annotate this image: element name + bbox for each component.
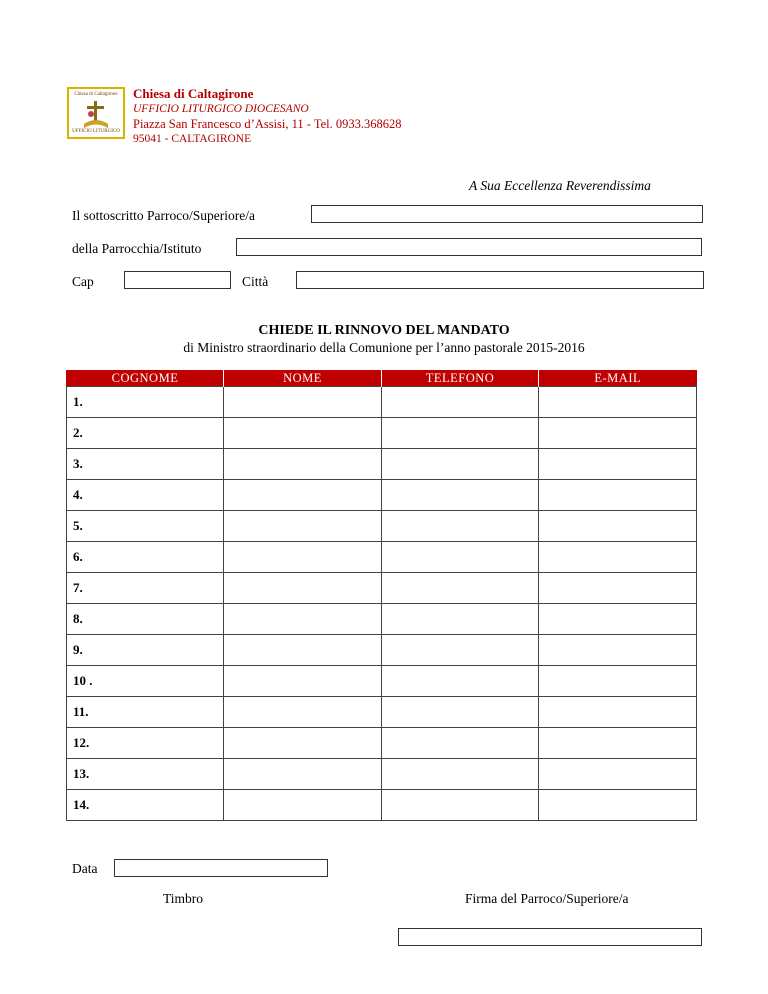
email-cell[interactable]	[539, 666, 697, 697]
citta-field[interactable]	[296, 271, 704, 289]
telefono-cell[interactable]	[382, 542, 539, 573]
table-row	[67, 604, 697, 635]
citta-label: Città	[242, 274, 269, 289]
telefono-cell[interactable]	[382, 635, 539, 666]
email-cell[interactable]	[539, 697, 697, 728]
cross-book-icon	[81, 100, 111, 130]
telefono-cell[interactable]	[382, 666, 539, 697]
nome-cell[interactable]	[224, 418, 382, 449]
nome-cell[interactable]	[224, 511, 382, 542]
email-cell[interactable]	[539, 418, 697, 449]
request-subtitle: di Ministro straordinario della Comunione per l’anno pastorale 2015-2016	[183, 340, 585, 355]
row-number[interactable]: 4.	[67, 480, 224, 511]
row-number[interactable]: 12.	[67, 728, 224, 759]
email-cell[interactable]	[539, 790, 697, 821]
telefono-cell[interactable]	[382, 790, 539, 821]
table-row	[67, 728, 697, 759]
nome-cell[interactable]	[224, 387, 382, 418]
telefono-cell[interactable]	[382, 511, 539, 542]
col-header-email: E-MAIL	[539, 370, 697, 387]
table-row	[67, 449, 697, 480]
nome-cell[interactable]	[224, 573, 382, 604]
email-cell[interactable]	[539, 573, 697, 604]
table-row	[67, 387, 697, 418]
table-row	[67, 511, 697, 542]
nome-cell[interactable]	[224, 449, 382, 480]
nome-cell[interactable]	[224, 790, 382, 821]
row-number[interactable]: 14.	[67, 790, 224, 821]
address-line: Piazza San Francesco d’Assisi, 11 - Tel. 0933.368628	[133, 117, 402, 131]
firma-field[interactable]	[398, 928, 702, 946]
email-cell[interactable]	[539, 759, 697, 790]
telefono-cell[interactable]	[382, 480, 539, 511]
table-row	[67, 480, 697, 511]
row-number[interactable]: 7.	[67, 573, 224, 604]
col-header-cognome: COGNOME	[67, 370, 224, 387]
telefono-cell[interactable]	[382, 573, 539, 604]
row-number[interactable]: 13.	[67, 759, 224, 790]
data-field[interactable]	[114, 859, 328, 877]
email-cell[interactable]	[539, 542, 697, 573]
ministers-table	[66, 370, 697, 821]
cap-field[interactable]	[124, 271, 231, 289]
row-number[interactable]: 3.	[67, 449, 224, 480]
col-header-nome: NOME	[224, 370, 382, 387]
table-row	[67, 635, 697, 666]
row-number[interactable]: 2.	[67, 418, 224, 449]
firma-label: Firma del Parroco/Superiore/a	[465, 891, 629, 906]
nome-cell[interactable]	[224, 728, 382, 759]
cap-label: Cap	[72, 274, 94, 289]
email-cell[interactable]	[539, 635, 697, 666]
timbro-label: Timbro	[163, 891, 204, 906]
row-number[interactable]: 11.	[67, 697, 224, 728]
table-row	[67, 790, 697, 821]
parroco-field[interactable]	[311, 205, 703, 223]
email-cell[interactable]	[539, 387, 697, 418]
table-row	[67, 666, 697, 697]
logo-top-text: Chiesa di Caltagirone	[74, 92, 118, 97]
table-row	[67, 573, 697, 604]
church-seal-icon	[67, 87, 125, 139]
recipient-line: A Sua Eccellenza Reverendissima	[469, 178, 651, 193]
row-number[interactable]: 1.	[67, 387, 224, 418]
row-number[interactable]: 8.	[67, 604, 224, 635]
email-cell[interactable]	[539, 449, 697, 480]
request-title: CHIEDE IL RINNOVO DEL MANDATO	[258, 323, 510, 338]
telefono-cell[interactable]	[382, 418, 539, 449]
row-number[interactable]: 9.	[67, 635, 224, 666]
telefono-cell[interactable]	[382, 387, 539, 418]
table-row	[67, 759, 697, 790]
nome-cell[interactable]	[224, 604, 382, 635]
nome-cell[interactable]	[224, 542, 382, 573]
telefono-cell[interactable]	[382, 449, 539, 480]
col-header-telefono: TELEFONO	[382, 370, 539, 387]
table-row	[67, 697, 697, 728]
parrocchia-field[interactable]	[236, 238, 702, 256]
city-line: 95041 - CALTAGIRONE	[133, 133, 252, 145]
nome-cell[interactable]	[224, 480, 382, 511]
row-number[interactable]: 10 .	[67, 666, 224, 697]
table-row	[67, 418, 697, 449]
telefono-cell[interactable]	[382, 759, 539, 790]
row-number[interactable]: 5.	[67, 511, 224, 542]
telefono-cell[interactable]	[382, 697, 539, 728]
nome-cell[interactable]	[224, 635, 382, 666]
nome-cell[interactable]	[224, 759, 382, 790]
office-name: UFFICIO LITURGICO DIOCESANO	[133, 103, 309, 115]
nome-cell[interactable]	[224, 666, 382, 697]
parrocchia-label: della Parrocchia/Istituto	[72, 241, 202, 256]
data-label: Data	[72, 861, 98, 876]
parroco-label: Il sottoscritto Parroco/Superiore/a	[72, 208, 255, 223]
email-cell[interactable]	[539, 480, 697, 511]
email-cell[interactable]	[539, 604, 697, 635]
org-name: Chiesa di Caltagirone	[133, 86, 254, 101]
email-cell[interactable]	[539, 728, 697, 759]
row-number[interactable]: 6.	[67, 542, 224, 573]
table-row	[67, 542, 697, 573]
logo-bottom-text: UFFICIO LITURGICO	[72, 129, 120, 134]
email-cell[interactable]	[539, 511, 697, 542]
telefono-cell[interactable]	[382, 728, 539, 759]
table-header-row	[67, 370, 697, 387]
nome-cell[interactable]	[224, 697, 382, 728]
telefono-cell[interactable]	[382, 604, 539, 635]
